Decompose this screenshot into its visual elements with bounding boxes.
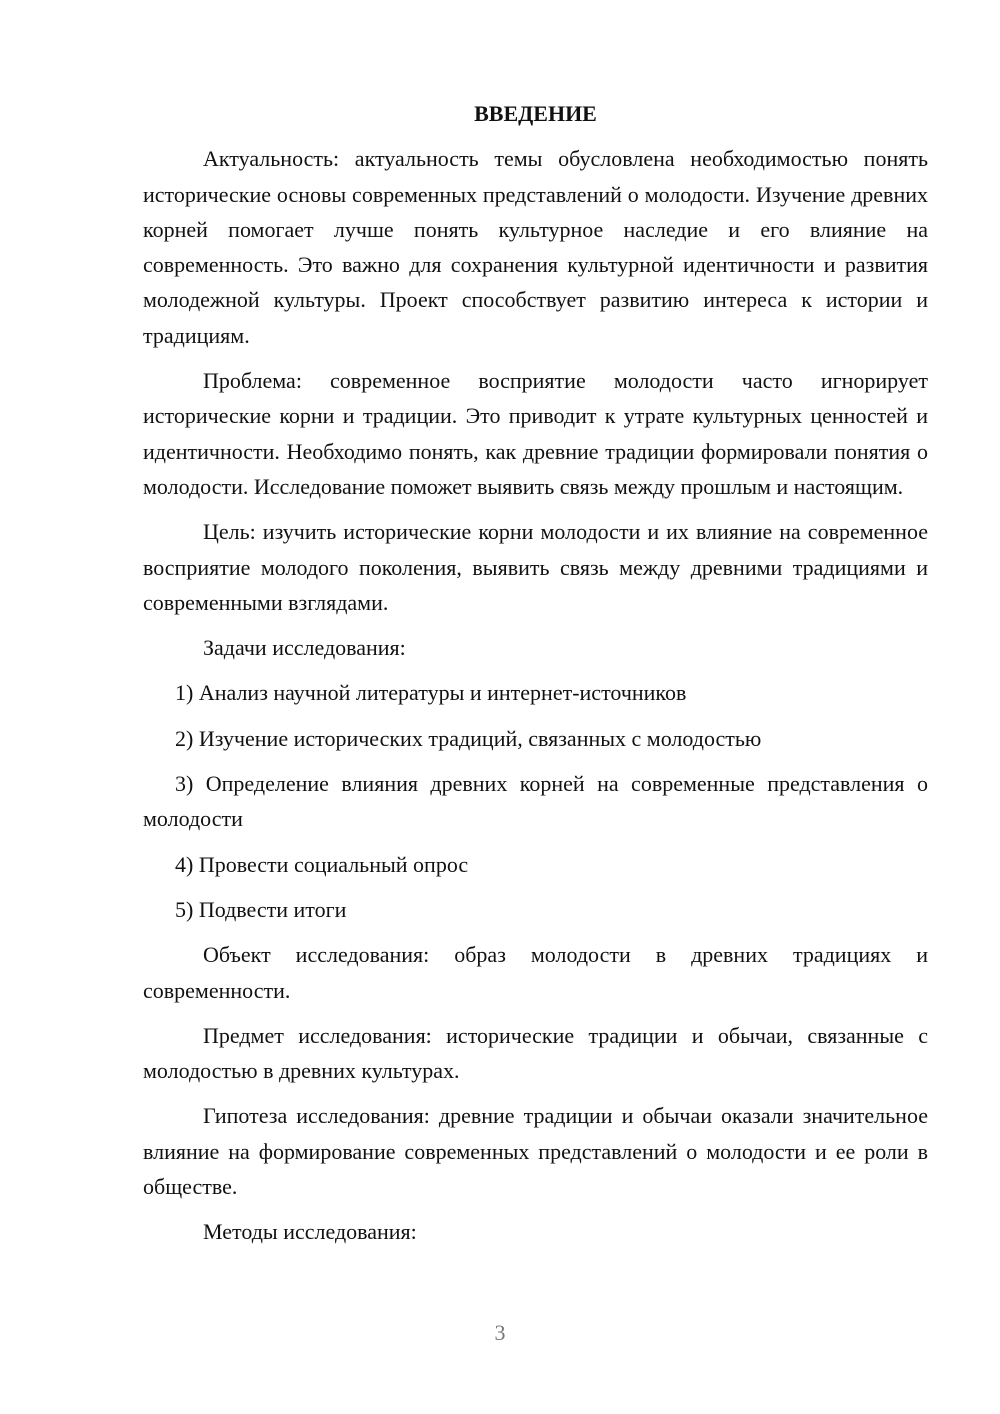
task-item: 2) Изучение исторических традиций, связанных с молодостью <box>175 725 762 751</box>
document-page <box>143 96 928 1260</box>
hypothesis-paragraph: Гипотеза исследования: древние традиции и обычаи оказали значительное влияние на формирование современных представлений о молодости и ее роли в обществе. <box>143 1103 928 1200</box>
problem-paragraph: Проблема: современное восприятие молодости часто игнорирует исторические корни и традиции. Это приводит к утрате культурных ценностей и идентичности. Необходимо понять, как древние традиции формировали понятия о молодости. Исследование поможет выявить связь между прошлым и настоящим. <box>143 368 928 499</box>
subject-paragraph: Предмет исследования: исторические традиции и обычаи, связанные с молодостью в древних культурах. <box>143 1022 928 1084</box>
relevance-paragraph: Актуальность: актуальность темы обусловлена необходимостью понять исторические основы современных представлений о молодости. Изучение древних корней помогает лучше понять культурное наследие и его влияние на современность. Это важно для сохранения культурной идентичности и развития молодежной культуры. Проект способствует развитию интереса к истории и традициям. <box>143 146 928 348</box>
page-number: 3 <box>494 1320 506 1345</box>
goal-paragraph: Цель: изучить исторические корни молодости и их влияние на современное восприятие молодого поколения, выявить связь между древними традициями и современными взглядами. <box>143 519 928 615</box>
task-item: 3) Определение влияния древних корней на современные представления о молодости <box>143 771 928 832</box>
task-item: 1) Анализ научной литературы и интернет-источников <box>175 680 687 706</box>
task-item: 5) Подвести итоги <box>175 896 347 922</box>
page-title: ВВЕДЕНИЕ <box>474 101 597 126</box>
tasks-label: Задачи исследования: <box>203 635 406 661</box>
task-item: 4) Провести социальный опрос <box>175 851 469 877</box>
object-paragraph: Объект исследования: образ молодости в древних традициях и современности. <box>143 942 928 1003</box>
methods-label: Методы исследования: <box>203 1219 417 1245</box>
